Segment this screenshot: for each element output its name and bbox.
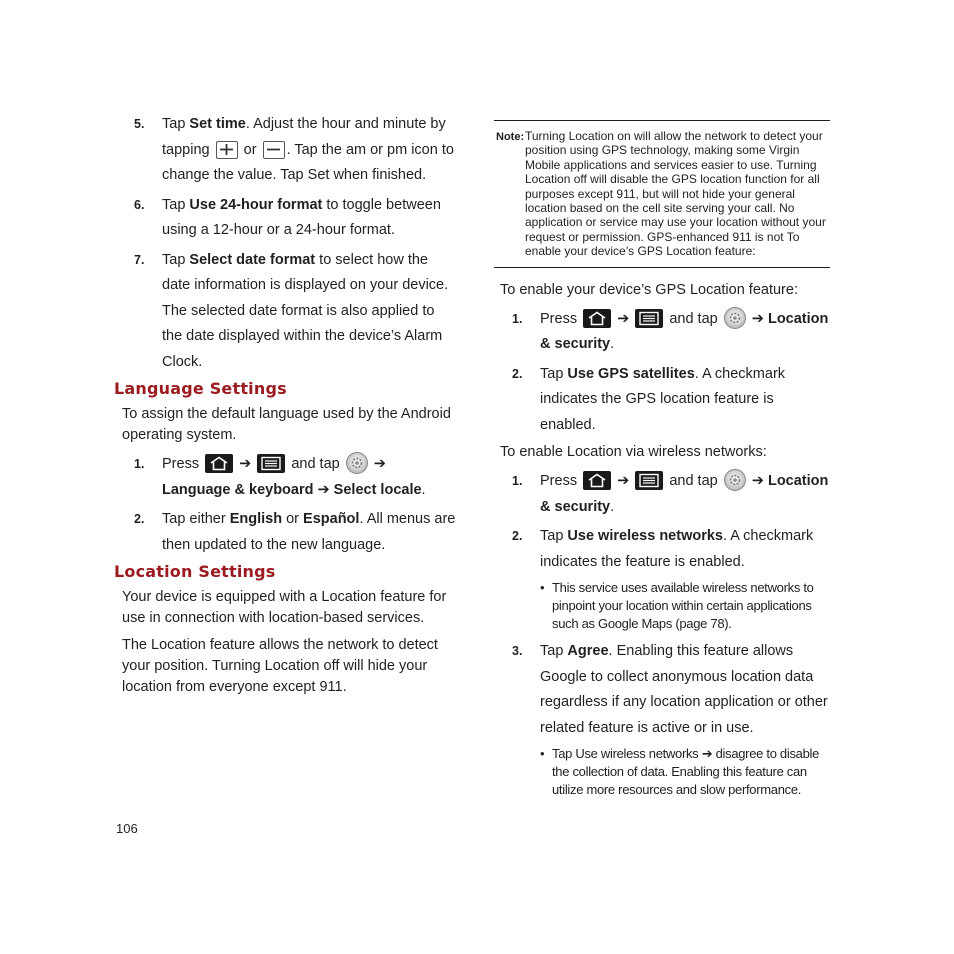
step-set-time: 5. Tap Set time. Adjust the hour and minute by tapping or . Tap the am or pm icon to change the value. Tap Set when finished.: [134, 116, 454, 183]
page-number: 106: [116, 821, 138, 836]
wifi-step-2: 2. Tap Use wireless networks. A checkmark indicates the feature is enabled.: [512, 528, 814, 570]
settings-gear-icon: [724, 469, 746, 491]
settings-gear-icon: [724, 307, 746, 329]
step-date-format: 7. Tap Select date format to select how the date information is displayed on your device. The selected date format is also applied to the date displayed within the device’s Alarm Clock.: [134, 251, 449, 370]
bullet-wireless-info: • This service uses available wireless networks to pinpoint your location within certain applications such as Google Maps (page 78).: [540, 580, 814, 632]
note-box: Note: Turning Location on will allow the network to detect your position using GPS technology, making some Virgin Mobile applications and services easier to use. Turning Location off will disable the GPS location function for all purposes except 911, but will not hide your general location based on the cell site serving your call. No application or service may use your location without your request or permission. GPS-enhanced 911 is not To enable your device’s GPS Location feature:: [494, 120, 830, 268]
home-key-icon: [583, 309, 611, 328]
language-settings-heading: Language Settings: [114, 379, 287, 398]
step-24-hour: 6. Tap Use 24-hour format to toggle between using a 12-hour or a 24-hour format.: [134, 196, 441, 238]
gps-intro: To enable your device’s GPS Location feature:: [500, 281, 798, 298]
wifi-intro: To enable Location via wireless networks:: [500, 444, 767, 461]
location-p2: The Location feature allows the network to detect your position. Turning Location off will hide your location from everyone except 911.: [122, 637, 438, 695]
language-intro: To assign the default language used by the Android operating system.: [122, 406, 451, 443]
settings-gear-icon: [346, 452, 368, 474]
minus-icon: [263, 141, 285, 159]
plus-icon: [216, 141, 238, 159]
menu-key-icon: [257, 454, 285, 473]
language-step-1: 1. Press ➔ and tap ➔ Language & keyboard ➔ Select locale.: [114, 452, 456, 503]
left-column: [114, 112, 456, 704]
wifi-step-1: 1. Press ➔ and tap ➔ Location & security.: [494, 469, 830, 520]
right-column: [494, 120, 830, 805]
gps-step-1: 1. Press ➔ and tap ➔ Location & security.: [494, 307, 830, 358]
home-key-icon: [583, 471, 611, 490]
location-p1: Your device is equipped with a Location feature for use in connection with location-based services.: [122, 589, 447, 626]
menu-key-icon: [635, 471, 663, 490]
menu-key-icon: [635, 309, 663, 328]
home-key-icon: [205, 454, 233, 473]
gps-step-2: 2. Tap Use GPS satellites. A checkmark indicates the GPS location feature is enabled.: [512, 365, 786, 433]
bullet-disagree: • Tap Use wireless networks ➔ disagree to disable the collection of data. Enabling this feature can utilize more resources and slow performance.: [540, 746, 820, 798]
language-step-2: 2. Tap either English or Español. All menus are then updated to the new language.: [134, 511, 456, 553]
location-settings-heading: Location Settings: [114, 562, 276, 581]
wifi-step-3: 3. Tap Agree. Enabling this feature allows Google to collect anonymous location data regardless if any location application or other related feature is active or in use.: [512, 643, 828, 736]
